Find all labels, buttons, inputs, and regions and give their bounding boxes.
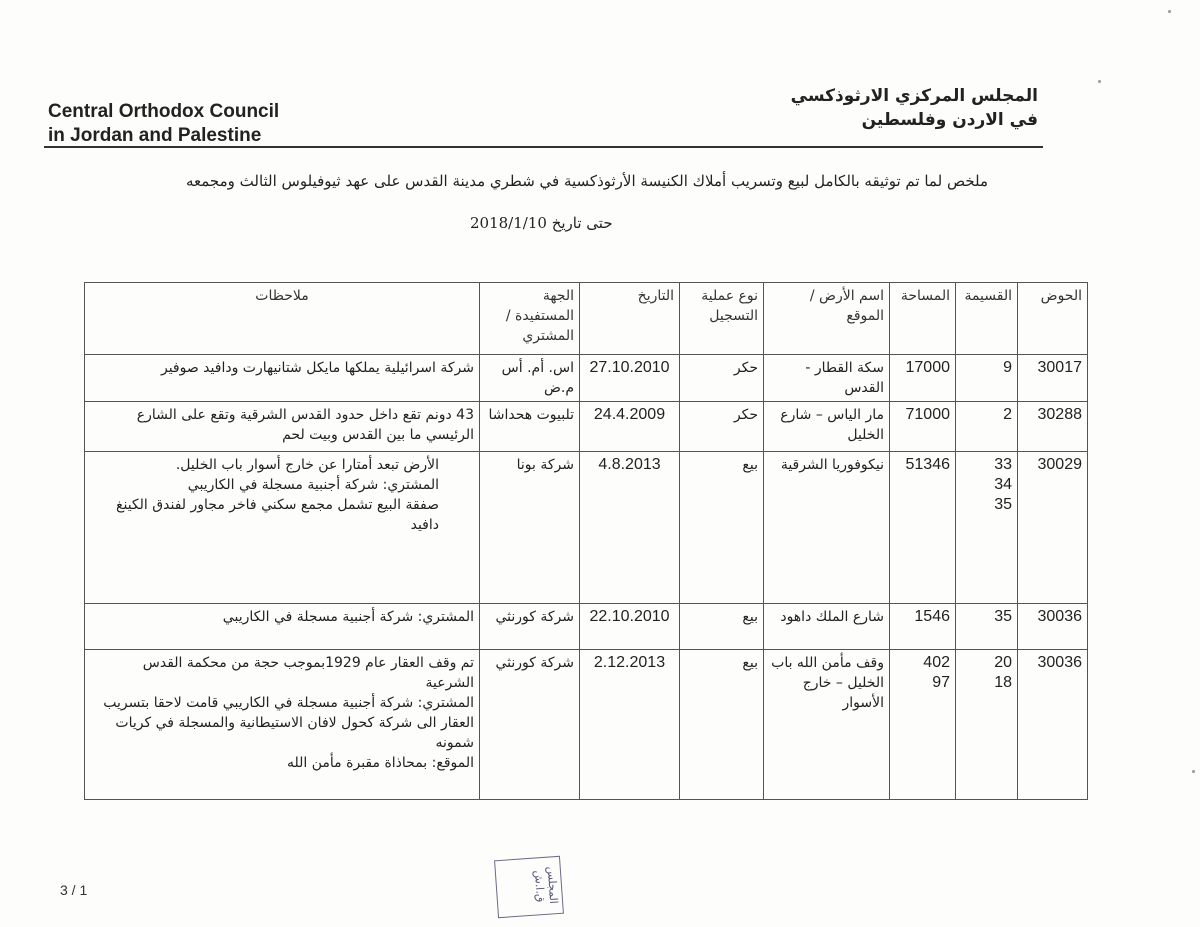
org-name-ar-line1: المجلس المركزي الارثوذكسي: [790, 86, 1038, 106]
area-cell: 1546: [890, 604, 956, 650]
land-location-cell: وقف مأمن الله باب الخليل – خارج الأسوار: [764, 650, 890, 800]
document-title: ملخص لما تم توثيقه بالكامل لبيع وتسريب أملاك الكنيسة الأرثوذكسية في شطري مدينة القدس على عهد ثيوفيلوس الثالث ومجمعه: [185, 172, 988, 190]
land-location-cell: نيكوفوريا الشرقية: [764, 452, 890, 604]
basin-cell: 30017: [1018, 355, 1088, 402]
land-location-cell: شارع الملك داهود: [764, 604, 890, 650]
org-name-ar-line2: في الاردن وفلسطين: [861, 110, 1038, 130]
buyer-cell: شركة بونا: [480, 452, 580, 604]
notes-cell: [85, 604, 480, 650]
note-line: المشتري: شركة أجنبية مسجلة في الكاريبي: [222, 609, 474, 625]
date-cell: 24.4.2009: [580, 402, 680, 452]
table-row: [85, 650, 1088, 800]
basin-cell: 30288: [1018, 402, 1088, 452]
scan-speck: [1168, 10, 1171, 13]
note-line: تم وقف العقار عام 1929بموجب حجة من محكمة القدس الشرعية: [142, 655, 474, 691]
note-line: صفقة البيع تشمل مجمع سكني فاخر مجاور لفندق الكينغ دافيد: [116, 497, 439, 533]
note-line: المشتري: شركة أجنبية مسجلة في الكاريبي: [187, 477, 439, 493]
table-row: [85, 402, 1088, 452]
registration-type-cell: بيع: [680, 452, 764, 604]
buyer-cell: شركة كورنثي: [480, 604, 580, 650]
table-row: [85, 355, 1088, 402]
header-date: التاريخ: [580, 283, 680, 355]
page-number: 3 / 1: [60, 882, 88, 898]
header-land-location: اسم الأرض / الموقع: [764, 283, 890, 355]
date-cell: 4.8.2013: [580, 452, 680, 604]
plot-cell: 35: [956, 604, 1018, 650]
date-cell: 22.10.2010: [580, 604, 680, 650]
buyer-cell: تلبيوت هحداشا: [480, 402, 580, 452]
header-registration-type: نوع عملية التسجيل: [680, 283, 764, 355]
header-buyer: الجهة المستفيدة / المشتري: [480, 283, 580, 355]
registration-type-cell: بيع: [680, 604, 764, 650]
buyer-cell: اس. أم. أس م.ض: [480, 355, 580, 402]
scan-speck: [1192, 770, 1195, 773]
note-line: المشتري: شركة أجنبية مسجلة في الكاريبي قامت لاحقا بتسريب العقار الى شركة كحول لافان الاستيطانية والمسجلة في كريات شمونه: [103, 695, 474, 751]
table-row: [85, 604, 1088, 650]
notes-cell: [85, 355, 480, 402]
area-cell: 71000: [890, 402, 956, 452]
land-location-cell: سكة القطار - القدس: [764, 355, 890, 402]
org-name-en-line2: in Jordan and Palestine: [48, 125, 262, 146]
header-plot: القسيمة: [956, 283, 1018, 355]
note-line: الموقع: بمحاذاة مقبرة مأمن الله: [287, 755, 474, 771]
document-date-line: حتى تاريخ 2018/1/10: [470, 214, 613, 232]
note-line: الأرض تبعد أمتارا عن خارج أسوار باب الخليل.: [175, 457, 439, 473]
basin-cell: 30036: [1018, 650, 1088, 800]
notes-cell: [85, 452, 480, 604]
header-area: المساحة: [890, 283, 956, 355]
notes-cell: [85, 650, 480, 800]
property-transactions-table: [84, 282, 1088, 800]
registration-type-cell: حكر: [680, 402, 764, 452]
area-cell: 17000: [890, 355, 956, 402]
header-divider: [44, 146, 1043, 148]
registration-type-cell: حكر: [680, 355, 764, 402]
header-org-english: [48, 100, 279, 148]
note-line: 43 دونم تقع داخل حدود القدس الشرقية وتقع على الشارع الرئيسي ما بين القدس وبيت لحم: [136, 407, 474, 443]
registration-type-cell: بيع: [680, 650, 764, 800]
table-header-row: [85, 283, 1088, 355]
plot-cell: 2: [956, 402, 1018, 452]
plot-cell: 9: [956, 355, 1018, 402]
area-cell: 51346: [890, 452, 956, 604]
note-line: شركة اسرائيلية يملكها مايكل شتانيهارت ودافيد صوفير: [160, 360, 474, 376]
buyer-cell: شركة كورنثي: [480, 650, 580, 800]
land-location-cell: مار الياس – شارع الخليل: [764, 402, 890, 452]
office-stamp: المجلس ق.ا.ش: [494, 856, 564, 918]
table-row: [85, 452, 1088, 604]
basin-cell: 30036: [1018, 604, 1088, 650]
scan-speck: [1098, 80, 1101, 83]
plot-cell: 20 18: [956, 650, 1018, 800]
date-cell: 2.12.2013: [580, 650, 680, 800]
notes-cell: [85, 402, 480, 452]
org-name-en-line1: Central Orthodox Council: [48, 101, 280, 122]
basin-cell: 30029: [1018, 452, 1088, 604]
date-cell: 27.10.2010: [580, 355, 680, 402]
plot-cell: 33 34 35: [956, 452, 1018, 604]
area-cell: 402 97: [890, 650, 956, 800]
header-org-arabic: [791, 84, 1038, 132]
header-basin: الحوض: [1018, 283, 1088, 355]
header-notes: ملاحظات: [85, 283, 480, 355]
